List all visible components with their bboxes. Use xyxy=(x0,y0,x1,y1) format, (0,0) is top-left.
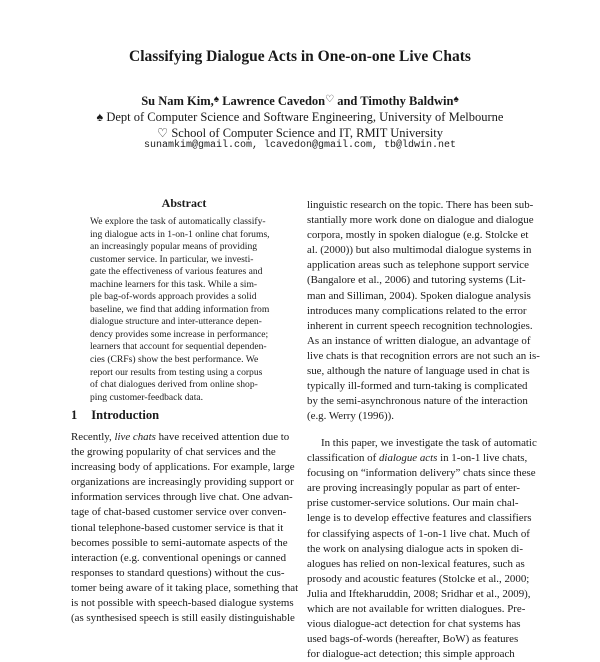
text-line: used bags-of-words (hereafter, BoW) as features xyxy=(307,633,519,646)
text-line: introduces many complications related to the error xyxy=(307,304,527,317)
abstract-line: baseline, we find that adding information from xyxy=(90,303,270,315)
abstract-line: ing dialogue acts in 1-on-1 online chat forums, xyxy=(90,228,270,240)
abstract-line: ping customer-feedback data. xyxy=(90,391,204,403)
text-line: (Bangalore et al., 2006) and tutoring systems (Lit- xyxy=(307,274,526,287)
text-line: Recently, live chats have received attention due to xyxy=(71,431,290,443)
section-number: 1 xyxy=(71,408,78,422)
text-line: for classifying aspects of 1-on-1 live chat. Much of xyxy=(307,527,530,540)
text-line: focusing on “information delivery” chats since these xyxy=(307,467,536,480)
text-line: man and Silliman, 2004). Spoken dialogue analysis xyxy=(307,289,531,302)
abstract-line: ple bag-of-words approach provides a solid xyxy=(90,291,257,303)
left-column-text xyxy=(71,430,297,626)
text-line: are proving increasingly popular as part of enter- xyxy=(307,482,520,495)
text-line: responses to standard questions) without the cus- xyxy=(71,566,285,579)
abstract-line: report our results from testing using a corpus xyxy=(90,366,263,378)
text-line: lenge is to develop effective features and classifiers xyxy=(307,512,532,525)
emphasis-live-chats: live chats xyxy=(114,431,156,443)
abstract-line: gate the effectiveness of various features and xyxy=(90,266,263,278)
text-line: sue, although the nature of language used in chat is xyxy=(307,365,530,378)
text-line: organizations are increasingly providing support or xyxy=(71,476,294,489)
abstract-line: customer service. In particular, we investi- xyxy=(90,253,254,265)
author-cavedon: Lawrence Cavedon xyxy=(219,94,326,108)
abstract-line: We explore the task of automatically classify- xyxy=(90,216,266,227)
author-baldwin: and Timothy Baldwin xyxy=(334,94,454,108)
author-list xyxy=(0,94,600,109)
emphasis-dialogue-acts: dialogue acts xyxy=(378,452,438,465)
right-column-text xyxy=(307,198,540,424)
right-column-paragraph-2 xyxy=(307,436,537,662)
text-line: tional telephone-based customer service is that it xyxy=(71,521,284,534)
text-line: by the semi-asynchronous nature of the interaction xyxy=(307,395,528,408)
abstract-line: an increasingly popular means of providing xyxy=(90,241,258,253)
text-line: classification of dialogue acts in 1-on-1 live chats, xyxy=(307,452,528,465)
text-line: application areas such as telephone support service xyxy=(307,259,529,272)
section-title: Introduction xyxy=(91,408,160,422)
heart-mark: ♡ xyxy=(325,94,335,105)
affiliation-melbourne: ♠ Dept of Computer Science and Software Engineering, University of Melbourne xyxy=(96,110,504,124)
text-line: As an instance of written dialogue, an advantage of xyxy=(307,334,531,347)
abstract-line: learners that account for sequential dependen- xyxy=(90,341,267,353)
text-line: tage of chat-based customer service over conven- xyxy=(71,506,287,519)
text-line: (as synthesised speech is still easily distinguishable xyxy=(71,612,295,625)
author-emails: sunamkim@gmail.com, lcavedon@gmail.com, tb@ldwin.net xyxy=(143,140,457,151)
text-line: tomer being aware of it taking place, something that xyxy=(71,581,299,594)
abstract-line: dialogue structure and inter-utterance depen- xyxy=(90,316,262,328)
text-line: vious dialogue-act detection for chat systems has xyxy=(307,618,521,631)
text-line: is not possible with speech-based dialogue systems xyxy=(71,597,294,610)
spade-icon: ♠ xyxy=(96,110,104,124)
spade-mark: ♠ xyxy=(213,94,220,105)
text-line: (e.g. Werry (1996)). xyxy=(307,410,394,423)
text-line: alogues has relied on non-lexical features, such as xyxy=(307,557,525,570)
text-line: the growing popularity of chat services and the xyxy=(71,446,276,459)
text-line: prise customer-service solutions. Our main chal- xyxy=(307,497,519,510)
author-kim: Su Nam Kim, xyxy=(141,94,214,108)
text-line: inherent in current speech recognition technologies. xyxy=(307,319,533,332)
text-line: Julia and Iftekharuddin, 2008; Sridhar et al., 2009), xyxy=(307,587,531,600)
section-heading-introduction xyxy=(71,408,159,423)
abstract-line: cies (CRFs) show the best performance. We xyxy=(90,354,259,366)
abstract-line: machine learners for this task. While a sim- xyxy=(90,278,258,290)
text-line: which are not available for written dialogues. Pre- xyxy=(307,603,526,616)
text-line: prosody and acoustic features (Stolcke et al., 2000; xyxy=(307,572,530,585)
text-line: for dialogue-act detection; this simple approach xyxy=(307,648,515,661)
text-line: becomes possible to semi-automate aspects of the xyxy=(71,536,288,549)
spade-mark: ♠ xyxy=(453,94,459,105)
text-line: corpora, mostly in spoken dialogue (e.g. Stolcke et xyxy=(307,229,529,242)
text-line: interaction (e.g. conventional openings or canned xyxy=(71,551,287,564)
abstract-line: of chat dialogues derived from online shop- xyxy=(90,379,258,391)
text-line: increasing body of applications. For example, large xyxy=(71,461,295,474)
abstract-body xyxy=(90,216,277,404)
abstract-line: dency provides some increase in performance; xyxy=(90,328,269,340)
text-line: the work on analysing dialogue acts in spoken di- xyxy=(307,542,523,555)
text-line: information services through live chat. One advan- xyxy=(71,491,293,504)
abstract-heading: Abstract xyxy=(161,196,207,210)
affiliation-rmit: ♡ School of Computer Science and IT, RMIT University xyxy=(156,126,444,140)
text-line: In this paper, we investigate the task of automatic xyxy=(321,437,537,449)
paper-title: Classifying Dialogue Acts in One-on-one Live Chats xyxy=(129,48,471,65)
text-line: linguistic research on the topic. There has been sub- xyxy=(307,199,534,211)
heart-icon: ♡ xyxy=(156,126,169,140)
text-line: stantially more work done on dialogue and dialogue xyxy=(307,214,534,227)
text-line: al. (2000)) but also multimodal dialogue systems in xyxy=(307,244,532,257)
text-line: typically ill-formed and turn-taking is complicated xyxy=(307,380,528,393)
text-line: live chats is that recognition errors are not such an is- xyxy=(307,349,540,362)
